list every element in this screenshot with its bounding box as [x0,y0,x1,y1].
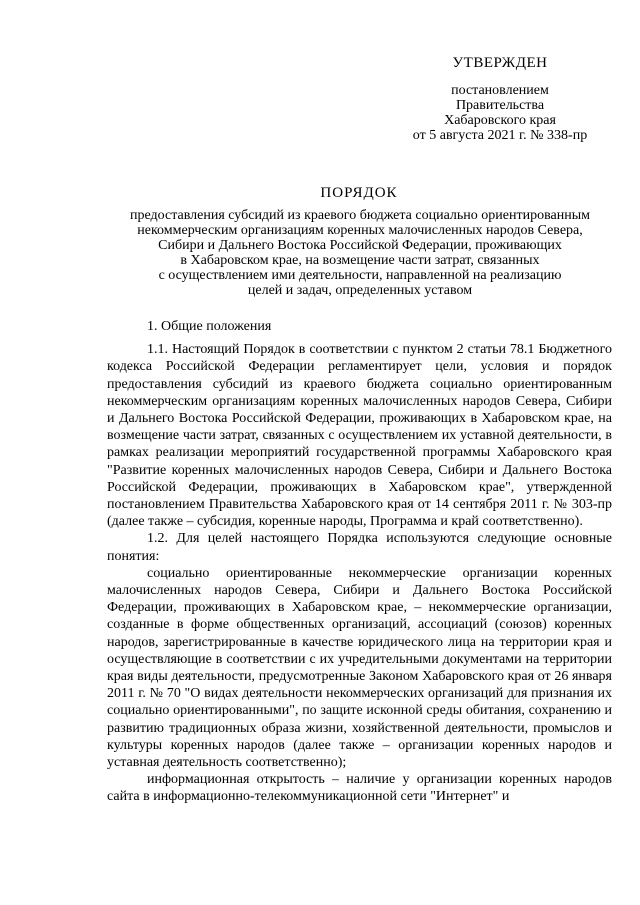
subtitle-line: целей и задач, определенных уставом [247,283,473,298]
document-subtitle [100,208,620,298]
subtitle-line: с осуществлением ими деятельности, направленной на реализацию [158,268,562,283]
subtitle-line: Сибири и Дальнего Востока Российской Федерации, проживающих [158,238,562,253]
approval-line: постановлением [451,83,549,98]
subtitle-line: некоммерческим организациям коренных малочисленных народов Севера, [137,223,583,238]
approval-block [395,56,605,143]
paragraph-1-2: 1.2. Для целей настоящего Порядка используются следующие основные понятия: [107,531,612,564]
subtitle-line: в Хабаровском крае, на возмещение части затрат, связанных [180,253,540,268]
paragraph-definition-soc-org: социально ориентированные некоммерческие организации коренных малочисленных народов Севера, Сибири и Дальнего Востока Российской Федерации, проживающих в Хабаровском крае, – некоммерческие организации, созданные в форме общественных организаций, ассоциаций (союзов) коренных народов, зарегистрированные в качестве юридического лица на территории края и осуществляющие в соответствии с их учредительными документами на территории края виды деятельности, предусмотренные Законом Хабаровского края от 26 января 2011 г. № 70 "О видах деятельности некоммерческих организаций для признания их социально ориентированными", по защите исконной среды обитания, сохранению и развитию традиционных образа жизни, хозяйственной деятельности, промыслов и культуры коренных народов (далее также – организации коренных народов и уставная деятельность соответственно); [107,565,612,771]
approval-date: от 5 августа 2021 г. № 338-пр [412,128,588,143]
document-body [107,318,612,806]
section-heading: 1. Общие положения [147,319,272,334]
approval-heading: УТВЕРЖДЕН [452,55,548,71]
approval-line: Хабаровского края [444,113,556,128]
paragraph-1-1: 1.1. Настоящий Порядок в соответствии с пунктом 2 статьи 78.1 Бюджетного кодекса Российской Федерации регламентирует цели, условия и порядок предоставления субсидий из краевого бюджета социально ориентированным некоммерческим организациям коренных малочисленных народов Севера, Сибири и Дальнего Востока Российской Федерации, проживающих в Хабаровском крае, на возмещение части затрат, связанных с осуществлением их уставной деятельности, в рамках реализации мероприятий государственной программы Хабаровского края "Развитие коренных малочисленных народов Севера, Сибири и Дальнего Востока Российской Федерации, проживающих в Хабаровском крае", утвержденной постановлением Правительства Хабаровского края от 14 сентября 2011 г. № 303-пр (далее также – субсидия, коренные народы, Программа и край соответственно). [107,342,612,530]
paragraph-definition-info-openness: информационная открытость – наличие у организации коренных народов сайта в информационно-телекоммуникационной сети "Интернет" и [107,772,612,805]
subtitle-line: предоставления субсидий из краевого бюджета социально ориентированным [130,208,590,223]
document-title: ПОРЯДОК [320,185,398,201]
approval-line: Правительства [455,98,545,113]
